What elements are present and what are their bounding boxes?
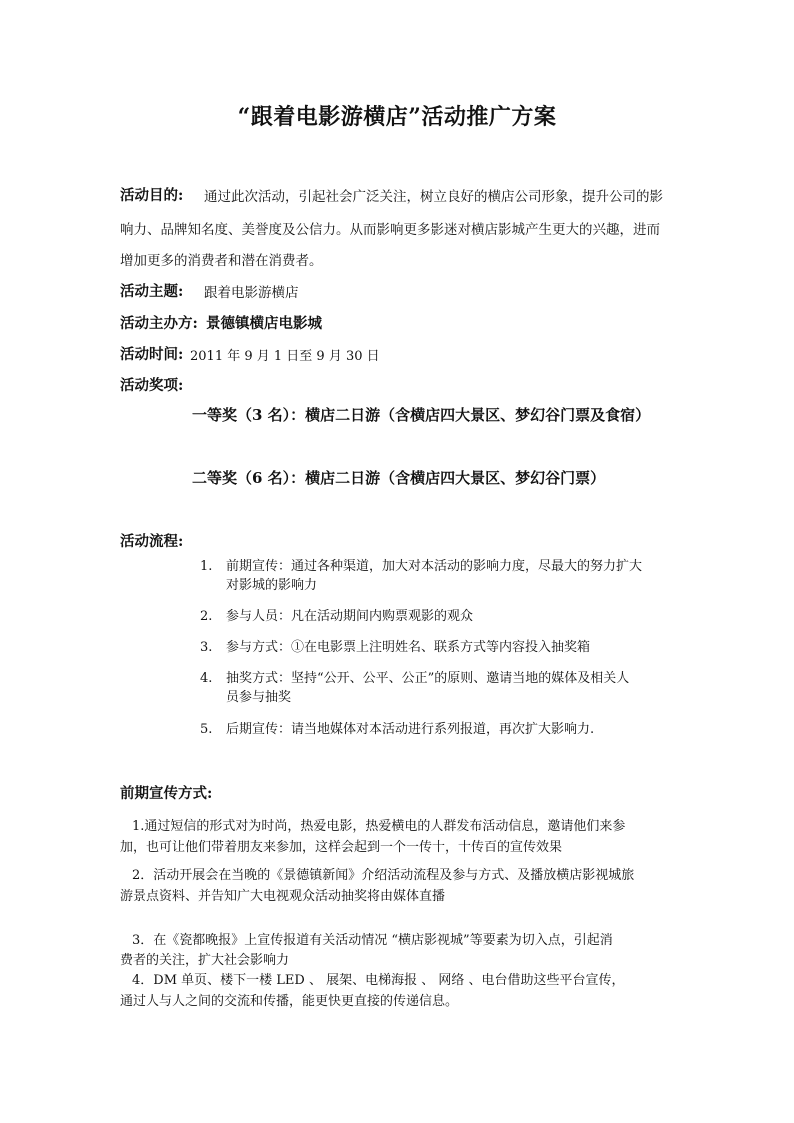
list-text-line1: 后期宣传：请当地媒体对本活动进行系列报道，再次扩大影响力.: [226, 722, 595, 737]
list-text-line2: 对影城的影响力: [226, 578, 318, 593]
purpose-line-1: 通过此次活动，引起社会广泛关注，树立良好的横店公司形象，提升公司的影: [204, 189, 663, 205]
second-prize: 二等奖（6 名）：横店二日游（含横店四大景区、梦幻谷门票）: [192, 469, 606, 487]
list-text-line1: 抽奖方式：坚持“公开、公平、公正”的原则、邀请当地的媒体及相关人: [226, 671, 630, 686]
promotion-p2-line2: 游景点资料、并告知广大电视观众活动抽奖将由媒体直播: [120, 889, 446, 904]
list-number: 2.: [200, 609, 213, 624]
list-text-line1: 参与方式：①在电影票上注明姓名、联系方式等内容投入抽奖箱: [226, 640, 591, 655]
time-label: 活动时间:: [120, 346, 184, 363]
promotion-p1-line1: 1.通过短信的形式对为时尚，热爱电影，热爱横电的人群发布活动信息，邀请他们来参: [132, 819, 626, 834]
time-value: 2011 年 9 月 1 日至 9 月 30 日: [190, 349, 380, 364]
promotion-p2-line1: 2．活动开展会在当晚的《景德镇新闻》介绍活动流程及参与方式、及播放横店影视城旅: [132, 868, 635, 883]
process-label: 活动流程:: [120, 533, 184, 550]
organizer-label: 活动主办方:: [120, 315, 198, 332]
list-number: 1.: [200, 559, 213, 574]
list-text-line1: 参与人员：凡在活动期间内购票观影的观众: [226, 609, 474, 624]
prizes-label: 活动奖项:: [120, 377, 184, 394]
purpose-label: 活动目的:: [120, 187, 184, 204]
promotion-p3-line1: 3．在《瓷都晚报》上宣传报道有关活动情况 “横店影视城”等要素为切入点，引起消: [132, 933, 613, 948]
list-number: 3.: [200, 640, 213, 655]
promotion-p4-line2: 通过人与人之间的交流和传播，能更快更直接的传递信息。: [120, 994, 459, 1009]
list-text-line2: 员参与抽奖: [226, 690, 292, 705]
promotion-label: 前期宣传方式:: [120, 785, 213, 802]
first-prize: 一等奖（3 名）：横店二日游（含横店四大景区、梦幻谷门票及食宿）: [192, 406, 651, 424]
list-number: 5.: [200, 722, 213, 737]
theme-label: 活动主题:: [120, 283, 184, 300]
promotion-p3-line2: 费者的关注，扩大社会影响力: [120, 953, 290, 968]
list-text-line1: 前期宣传：通过各种渠道，加大对本活动的影响力度，尽最大的努力扩大: [226, 559, 643, 574]
organizer-value: 景德镇横店电影城: [206, 315, 322, 332]
list-number: 4.: [200, 671, 213, 686]
promotion-p4-line1: 4．DM 单页、楼下一楼 LED 、 展架、电梯海报 、 网络 、电台借助这些平台宣传，: [132, 973, 625, 988]
promotion-p1-line2: 加，也可让他们带着朋友来参加，这样会起到一个一传十，十传百的宣传效果: [120, 840, 563, 855]
purpose-line-2: 响力、品牌知名度、美誉度及公信力。从而影响更多影迷对横店影城产生更大的兴趣，进而: [120, 222, 660, 238]
document-title: “跟着电影游横店”活动推广方案: [237, 104, 557, 130]
purpose-line-3: 增加更多的消费者和潜在消费者。: [120, 253, 323, 269]
theme-value: 跟着电影游横店: [204, 285, 299, 301]
